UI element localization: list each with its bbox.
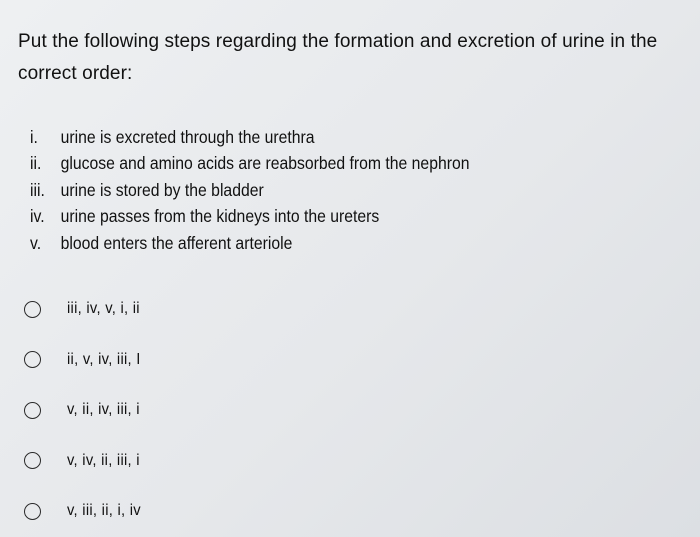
step-item	[30, 177, 469, 204]
answer-option-3[interactable]	[24, 385, 147, 436]
answer-option-label[interactable]: v, iv, ii, iii, i	[67, 451, 140, 469]
answer-option-5[interactable]	[24, 486, 147, 537]
step-number: i.	[30, 126, 38, 147]
step-item	[30, 151, 469, 178]
step-number: v.	[30, 232, 42, 253]
step-number: iii.	[30, 179, 45, 200]
answer-option-2[interactable]	[24, 335, 147, 386]
answer-options	[24, 284, 147, 537]
step-item	[30, 204, 469, 231]
answer-option-4[interactable]	[24, 436, 147, 487]
step-number: ii.	[30, 153, 42, 174]
step-text: blood enters the afferent arteriole	[60, 232, 293, 253]
radio-button[interactable]	[24, 301, 41, 318]
radio-button[interactable]	[24, 351, 41, 368]
step-number: iv.	[30, 206, 45, 227]
radio-button[interactable]	[24, 452, 41, 469]
answer-option-label[interactable]: v, iii, ii, i, iv	[67, 502, 141, 520]
step-item	[30, 230, 469, 257]
answer-option-label[interactable]: iii, iv, v, i, ii	[67, 300, 140, 318]
answer-option-label[interactable]: ii, v, iv, iii, I	[67, 350, 141, 368]
steps-list	[30, 124, 469, 257]
radio-button[interactable]	[24, 402, 41, 419]
step-text: urine passes from the kidneys into the ureters	[60, 206, 380, 227]
question-text: Put the following steps regarding the formation and excretion of urine in the correct order:	[18, 31, 658, 84]
step-text: urine is stored by the bladder	[60, 179, 264, 200]
answer-option-label[interactable]: v, ii, iv, iii, i	[67, 401, 140, 419]
answer-option-1[interactable]	[24, 284, 147, 335]
step-text: glucose and amino acids are reabsorbed from the nephron	[60, 153, 470, 174]
step-text: urine is excreted through the urethra	[60, 126, 315, 147]
step-item	[30, 124, 469, 151]
radio-button[interactable]	[24, 503, 41, 520]
